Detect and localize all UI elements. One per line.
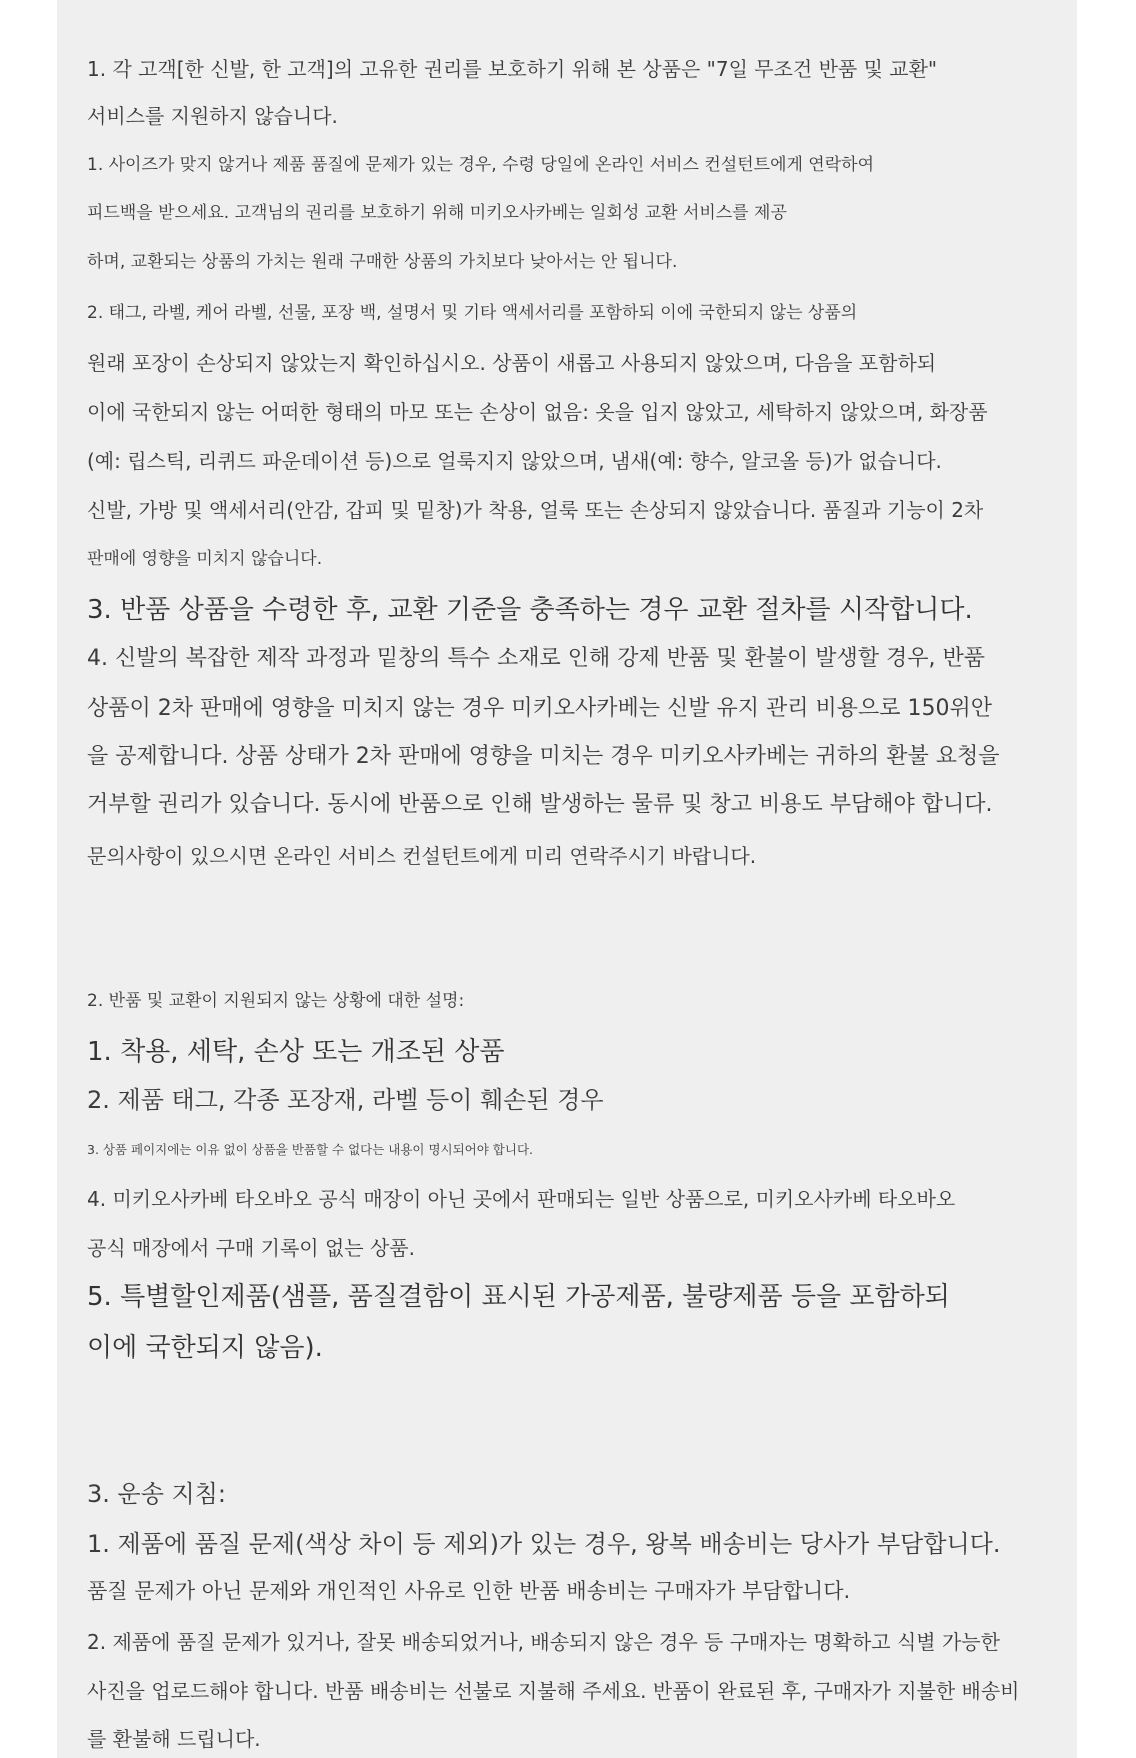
- section1-contact-note: 문의사항이 있으시면 온라인 서비스 컨설턴트에게 미리 연락주시기 바랍니다.: [87, 844, 757, 868]
- section2-item2: 2. 제품 태그, 각종 포장재, 라벨 등이 훼손된 경우: [87, 1086, 604, 1114]
- section1-item2-line: 2. 태그, 라벨, 케어 라벨, 선물, 포장 백, 설명서 및 기타 액세서리를 포함하되 이에 국한되지 않는 상품의: [87, 303, 858, 323]
- section3-item2-line: 를 환불해 드립니다.: [87, 1727, 261, 1751]
- section3-heading: 3. 운송 지침:: [87, 1480, 226, 1508]
- section3-item1-line2: 품질 문제가 아닌 문제와 개인적인 사유로 인한 반품 배송비는 구매자가 부담합니다.: [87, 1579, 851, 1603]
- section1-item4-line: 4. 신발의 복잡한 제작 과정과 밑창의 특수 소재로 인해 강제 반품 및 환불이 발생할 경우, 반품: [87, 646, 985, 671]
- section1-heading-line2: 서비스를 지원하지 않습니다.: [87, 104, 338, 128]
- section2-item1: 1. 착용, 세탁, 손상 또는 개조된 상품: [87, 1037, 505, 1067]
- section1-item3: 3. 반품 상품을 수령한 후, 교환 기준을 충족하는 경우 교환 절차를 시작합니다.: [87, 595, 973, 625]
- section1-item1-line: 피드백을 받으세요. 고객님의 권리를 보호하기 위해 미키오사카베는 일회성 교환 서비스를 제공: [87, 203, 787, 223]
- section1-item4-line: 상품이 2차 판매에 영향을 미치지 않는 경우 미키오사카베는 신발 유지 관리 비용으로 150위안: [87, 696, 992, 721]
- section1-item2-line: 신발, 가방 및 액세서리(안감, 갑피 및 밑창)가 착용, 얼룩 또는 손상되지 않았습니다. 품질과 기능이 2차: [87, 498, 984, 522]
- section1-item2-line: 판매에 영향을 미치지 않습니다.: [87, 549, 323, 569]
- section2-item5-line: 5. 특별할인제품(샘플, 품질결함이 표시된 가공제품, 불량제품 등을 포함하되: [87, 1282, 950, 1312]
- section2-item4-line: 공식 매장에서 구매 기록이 없는 상품.: [87, 1236, 415, 1260]
- section2-item3: 3. 상품 페이지에는 이유 없이 상품을 반품할 수 없다는 내용이 명시되어야 합니다.: [87, 1142, 534, 1157]
- section1-item1-line: 1. 사이즈가 맞지 않거나 제품 품질에 문제가 있는 경우, 수령 당일에 온라인 서비스 컨설턴트에게 연락하여: [87, 155, 874, 175]
- section3-item2-line: 2. 제품에 품질 문제가 있거나, 잘못 배송되었거나, 배송되지 않은 경우 등 구매자는 명확하고 식별 가능한: [87, 1630, 1000, 1654]
- section1-item4-line: 을 공제합니다. 상품 상태가 2차 판매에 영향을 미치는 경우 미키오사카베는 귀하의 환불 요청을: [87, 744, 1000, 769]
- section2-item4-line: 4. 미키오사카베 타오바오 공식 매장이 아닌 곳에서 판매되는 일반 상품으로, 미키오사카베 타오바오: [87, 1187, 956, 1211]
- section1-item2-line: (예: 립스틱, 리퀴드 파운데이션 등)으로 얼룩지지 않았으며, 냄새(예: 향수, 알코올 등)가 없습니다.: [87, 449, 942, 473]
- policy-document: [57, 0, 1077, 1758]
- section1-item4-line: 거부할 권리가 있습니다. 동시에 반품으로 인해 발생하는 물류 및 창고 비용도 부담해야 합니다.: [87, 792, 993, 817]
- section1-item2-line: 이에 국한되지 않는 어떠한 형태의 마모 또는 손상이 없음: 옷을 입지 않았고, 세탁하지 않았으며, 화장품: [87, 400, 988, 424]
- section1-item1-line: 하며, 교환되는 상품의 가치는 원래 구매한 상품의 가치보다 낮아서는 안 됩니다.: [87, 252, 678, 272]
- section3-item1-line1: 1. 제품에 품질 문제(색상 차이 등 제외)가 있는 경우, 왕복 배송비는 당사가 부담합니다.: [87, 1530, 1001, 1558]
- section2-item5-line: 이에 국한되지 않음).: [87, 1333, 323, 1363]
- section1-heading-line1: 1. 각 고객[한 신발, 한 고객]의 고유한 권리를 보호하기 위해 본 상품은 "7일 무조건 반품 및 교환": [87, 57, 938, 81]
- section3-item2-line: 사진을 업로드해야 합니다. 반품 배송비는 선불로 지불해 주세요. 반품이 완료된 후, 구매자가 지불한 배송비: [87, 1679, 1020, 1703]
- section2-heading: 2. 반품 및 교환이 지원되지 않는 상황에 대한 설명:: [87, 991, 465, 1011]
- section1-item2-line: 원래 포장이 손상되지 않았는지 확인하십시오. 상품이 새롭고 사용되지 않았으며, 다음을 포함하되: [87, 351, 937, 375]
